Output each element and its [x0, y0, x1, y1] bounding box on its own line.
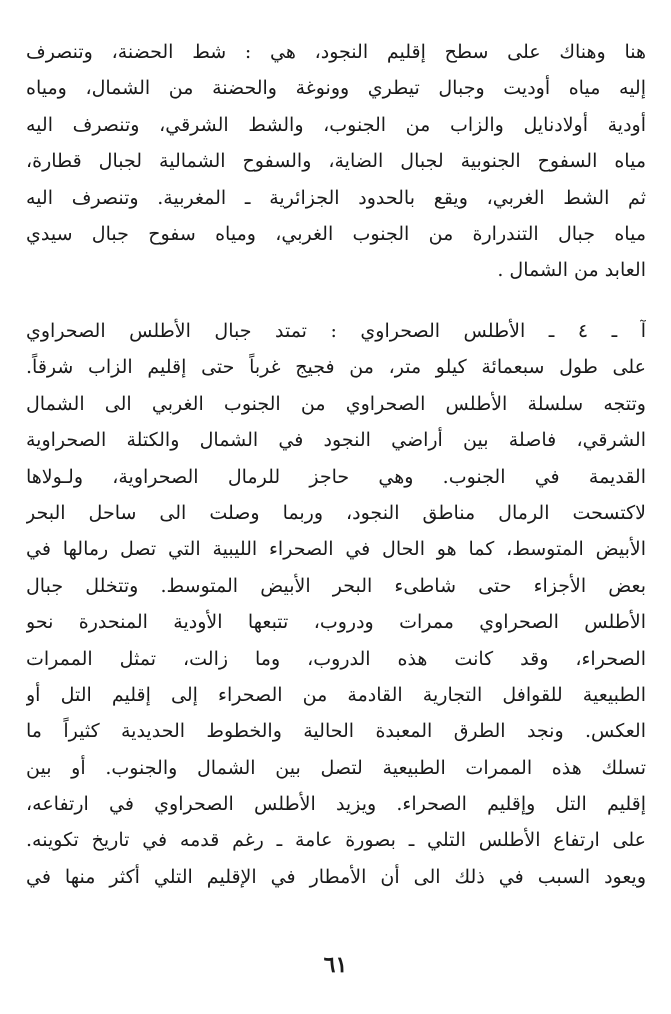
- text-line: الصحراء، وقد كانت هذه الدروب، وما زالت، تمثل الممرات: [26, 647, 646, 670]
- text-line: الطبيعية للقوافل التجارية القادمة من الصحراء إلى إقليم التل أو: [26, 683, 646, 706]
- text-line: مياه جبال التندرارة من الجنوب الغربي، ومياه سفوح جبال سيدي: [26, 222, 646, 245]
- text-line: على طول سبعمائة كيلو متر، من فجيج غرباً حتى إقليم الزاب شرقاً.: [26, 356, 646, 379]
- text-line: الشرقي، فاصلة بين أراضي النجود في الشمال والكتلة الصحراوية: [26, 429, 646, 452]
- text-line: تسلك هذه الممرات الطبيعية لتصل بين الشمال والجنوب. أو بين: [26, 756, 646, 779]
- text-line: العكس. ونجد الطرق المعبدة الحالية والخطوط الحديدية كثيراً ما: [26, 720, 646, 743]
- text-line: إقليم التل وإقليم الصحراء. ويزيد الأطلس الصحراوي في ارتفاعه،: [26, 793, 646, 816]
- text-line: وتتجه سلسلة الأطلس الصحراوي من الجنوب الغربي الى الشمال: [26, 392, 646, 415]
- text-line: إليه مياه أوديت وجبال تيطري وونوغة والحضنة من الشمال، ومياه: [26, 77, 646, 100]
- text-line: أودية أولادنايل والزاب من الجنوب، والشط الشرقي، وتنصرف اليه: [26, 113, 646, 136]
- text-line: بعض الأجزاء حتى شاطىء البحر الأبيض المتوسط. وتتخلل جبال: [26, 574, 646, 597]
- paragraph-salt-lakes: [26, 34, 646, 289]
- text-line: مياه السفوح الجنوبية لجبال الضاية، والسفوح الشمالية لجبال قطارة،: [26, 150, 646, 173]
- text-line: هنا وهناك على سطح إقليم النجود، هي : شط الحضنة، وتنصرف: [26, 41, 646, 63]
- text-line: الأبيض المتوسط، كما هو الحال في الصحراء الليبية التي تصل رمالها في: [26, 538, 646, 561]
- paragraph-saharan-atlas: [26, 313, 646, 895]
- text-line: لاكتسحت الرمال مناطق النجود، وربما وصلت الى ساحل البحر: [26, 501, 646, 524]
- text-line: العابد من الشمال .: [497, 259, 646, 282]
- text-line: على ارتفاع الأطلس التلي ـ بصورة عامة ـ رغم قدمه في تاريخ تكوينه.: [26, 829, 646, 852]
- page-number: ٦١: [323, 952, 348, 978]
- text-line: ويعود السبب في ذلك الى أن الأمطار في الإقليم التلي أكثر منها في: [26, 865, 646, 888]
- text-line: القديمة في الجنوب. وهي حاجز للرمال الصحراوية، ولـولاها: [26, 465, 646, 488]
- text-line: ثم الشط الغربي، ويقع بالحدود الجزائرية ـ المغربية. وتنصرف اليه: [26, 186, 646, 209]
- text-line: الأطلس الصحراوي ممرات ودروب، تتبعها الأودية المنحدرة نحو: [26, 611, 646, 634]
- section-heading-line: آ ـ ٤ ـ الأطلس الصحراوي : تمتد جبال الأطلس الصحراوي: [26, 320, 646, 342]
